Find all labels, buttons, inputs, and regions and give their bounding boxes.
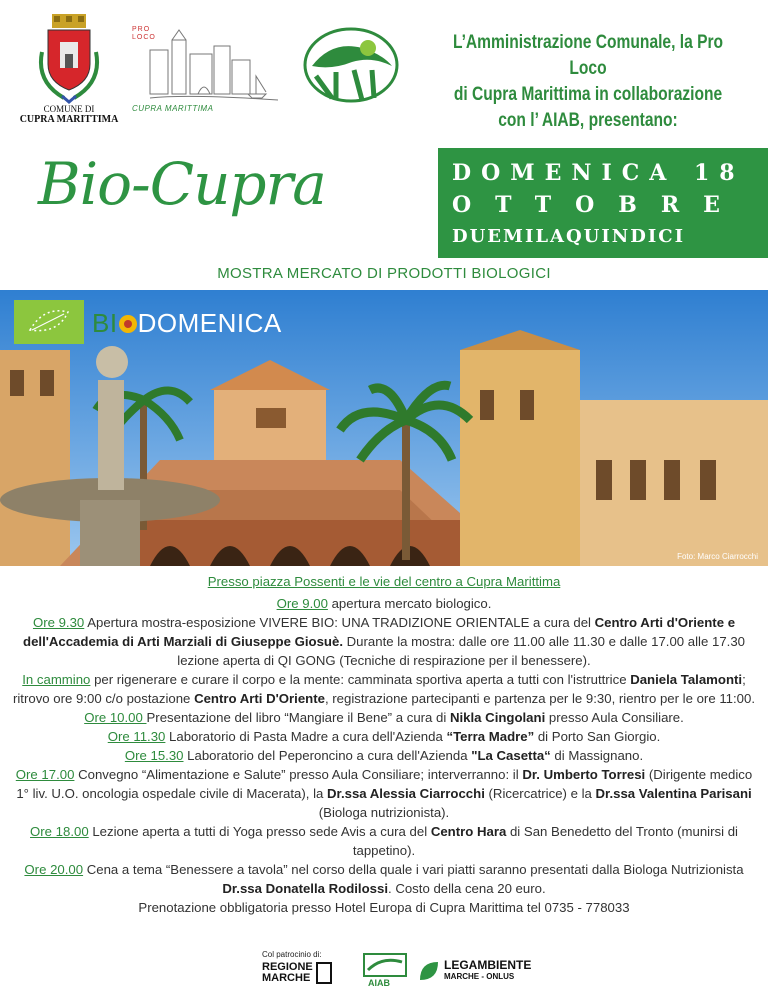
program-item xyxy=(8,860,760,898)
program-time: Ore 18.00 xyxy=(30,824,89,839)
program-text: di Massignano. xyxy=(550,748,644,763)
program-text: di San Benedetto del Tronto (munirsi di tappetino). xyxy=(352,824,738,858)
program-text: Cena a tema “Benessere a tavola” nel corso della quale i vari piatti saranno presentati dalla Biologa Nutrizionista xyxy=(83,862,744,877)
biodomenica-prefix: BI xyxy=(92,308,118,338)
program-item xyxy=(8,822,760,860)
intro-text xyxy=(450,30,726,134)
regione-line: MARCHE xyxy=(262,972,311,984)
aiab-small-icon xyxy=(362,952,408,978)
program-text: Laboratorio di Pasta Madre a cura dell'Azienda xyxy=(165,729,447,744)
legambiente-logo xyxy=(418,958,538,988)
municipality-crest xyxy=(16,12,122,132)
event-title: Bio-Cupra xyxy=(38,150,326,218)
program-highlight: "La Casetta“ xyxy=(471,748,551,763)
program-text: ; ritrovo ore 9:00 c/o postazione xyxy=(12,672,746,706)
crest-icon xyxy=(34,12,104,104)
program-highlight: Dr.ssa Valentina Parisani xyxy=(595,786,752,801)
event-location: Presso piazza Possenti e le vie del centro a Cupra Marittima xyxy=(207,574,561,589)
proloco-letters: PRO LOCO xyxy=(132,26,156,41)
footer xyxy=(0,948,768,994)
program-highlight: Centro Arti d'Oriente e dell'Accademia di Arti Marziali di Giuseppe Giosuè. xyxy=(23,615,736,649)
program-text: per rigenerare e curare il corpo e la mente: camminata sportiva aperta a tutti con l'istruttrice xyxy=(90,672,631,687)
legambiente-name: LEGAMBIENTE xyxy=(444,958,532,972)
program-text: , registrazione partecipanti e partenza per le 9:30, rientro per le ore 11:00. xyxy=(324,691,756,706)
program-highlight: Centro Arti D'Oriente xyxy=(194,691,325,706)
town-skyline-icon xyxy=(128,20,288,104)
program-highlight: Nikla Cingolani xyxy=(449,710,546,725)
program-time: Ore 10.00 xyxy=(84,710,147,725)
biodomenica-suffix: DOMENICA xyxy=(137,308,282,338)
program-text: Laboratorio del Peperoncino a cura dell'Azienda xyxy=(183,748,472,763)
program-item xyxy=(8,746,760,765)
program-item xyxy=(8,594,760,613)
intro-line: con l’ AIAB, presentano: xyxy=(498,110,678,131)
program-highlight: Daniela Talamonti xyxy=(630,672,743,687)
program-text: (Ricercatrice) e la xyxy=(484,786,596,801)
program-highlight: Centro Hara xyxy=(430,824,507,839)
program-time: Ore 11.30 xyxy=(107,729,166,744)
biodomenica-badge xyxy=(92,308,282,339)
aiab-logo-icon xyxy=(302,26,400,104)
program-highlight: “Terra Madre” xyxy=(446,729,535,744)
program-text: . Costo della cena 20 euro. xyxy=(388,881,546,896)
program-text: Lezione aperta a tutti di Yoga presso sede Avis a cura del xyxy=(88,824,431,839)
sunflower-icon xyxy=(118,314,138,334)
program-text: di Porto San Giorgio. xyxy=(534,729,661,744)
program-time: Ore 17.00 xyxy=(15,767,75,782)
proloco-logo xyxy=(128,20,288,120)
legambiente-region: MARCHE - ONLUS xyxy=(444,972,515,981)
crest-caption-town: CUPRA MARITTIMA xyxy=(19,114,119,125)
aiab-logo xyxy=(302,26,400,104)
program-item xyxy=(8,670,760,708)
regione-emblem-icon xyxy=(316,962,332,984)
program-text: presso Aula Consiliare. xyxy=(545,710,684,725)
program-item xyxy=(8,708,760,727)
program-highlight: Dr. Umberto Torresi xyxy=(522,767,646,782)
program-item xyxy=(8,727,760,746)
program-text: apertura mercato biologico. xyxy=(327,596,492,611)
header xyxy=(0,0,768,148)
date-month: OTTOBRE xyxy=(452,192,744,218)
eu-organic-leaf-icon xyxy=(14,300,84,344)
intro-line: di Cupra Marittima in collaborazione xyxy=(453,84,723,105)
program-time: Ore 20.00 xyxy=(24,862,84,877)
date-year: DUEMILAQUINDICI xyxy=(452,226,686,247)
program-text: Apertura mostra-esposizione VIVERE BIO: UNA TRADIZIONE ORIENTALE a cura del xyxy=(84,615,595,630)
program-text: (Biologa nutrizionista). xyxy=(318,805,450,820)
photo-credit: Foto: Marco Ciarrocchi xyxy=(677,552,758,561)
patronage-label: Col patrocinio di: xyxy=(262,950,322,959)
eu-organic-logo xyxy=(14,300,84,344)
program-time: Ore 9.00 xyxy=(276,596,328,611)
program-highlight: Dr.ssa Donatella Rodilossi xyxy=(222,881,388,896)
regione-line: REGIONE xyxy=(262,961,313,973)
event-subtitle: MOSTRA MERCATO DI PRODOTTI BIOLOGICI xyxy=(217,265,551,282)
program xyxy=(8,572,760,917)
crest-caption: COMUNE DI xyxy=(43,104,95,114)
program-text: Presentazione del libro “Mangiare il Bene” a cura di xyxy=(146,710,450,725)
program-text: Convegno “Alimentazione e Salute” presso Aula Consiliare; interverranno: il xyxy=(74,767,523,782)
legambiente-leaf-icon xyxy=(418,960,440,982)
program-text: Durante la mostra: dalle ore 11.00 alle 11.30 e dalle 17.00 alle 17.30 lezione aperta di QI GONG (Tecniche di respirazione per il benessere). xyxy=(177,634,745,668)
aiab-footer-logo xyxy=(362,952,408,990)
program-time: Ore 9.30 xyxy=(32,615,85,630)
program-item xyxy=(8,613,760,670)
date-day: DOMENICA 18 xyxy=(452,160,745,186)
program-highlight: Dr.ssa Alessia Ciarrocchi xyxy=(327,786,485,801)
proloco-name: CUPRA MARITTIMA xyxy=(132,104,214,113)
aiab-footer-label: AIAB xyxy=(368,978,390,988)
intro-line: L’Amministrazione Comunale, la Pro Loco xyxy=(452,32,724,79)
program-text: (Dirigente medico 1° liv. U.O. oncologia ospedale civile di Macerata), la xyxy=(16,767,753,801)
booking-info: Prenotazione obbligatoria presso Hotel Europa di Cupra Marittima tel 0735 - 778033 xyxy=(138,900,630,915)
regione-marche-logo xyxy=(262,962,313,984)
program-item xyxy=(8,765,760,822)
program-time: Ore 15.30 xyxy=(124,748,184,763)
program-time: In cammino xyxy=(22,672,91,687)
